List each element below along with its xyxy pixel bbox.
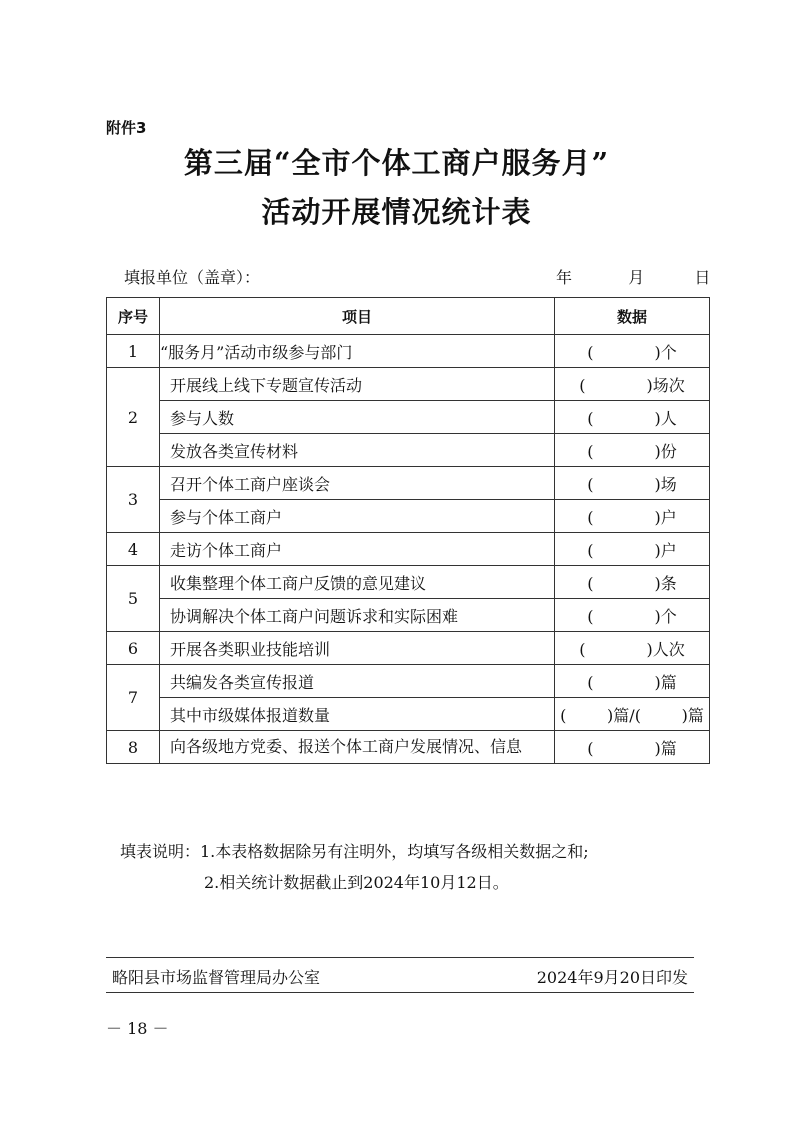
date-fields — [556, 265, 710, 288]
row-item: 开展各类职业技能培训 — [160, 632, 555, 665]
table-row — [107, 731, 710, 764]
row-item: 协调解决个体工商户问题诉求和实际困难 — [160, 599, 555, 632]
table-row — [107, 335, 710, 368]
table-row — [107, 500, 710, 533]
header-item: 项目 — [160, 298, 555, 335]
row-no: 5 — [107, 566, 160, 632]
year-label: 年 — [556, 268, 573, 287]
row-data: ( )份 — [555, 434, 710, 467]
row-data: ( )人 — [555, 401, 710, 434]
row-item: 共编发各类宣传报道 — [160, 665, 555, 698]
row-data: ( )户 — [555, 500, 710, 533]
title-line-1: 第三届“全市个体工商户服务月” — [183, 146, 610, 180]
table-row — [107, 368, 710, 401]
row-no: 4 — [107, 533, 160, 566]
row-no: 6 — [107, 632, 160, 665]
row-item: 收集整理个体工商户反馈的意见建议 — [160, 566, 555, 599]
note-line-1: 填表说明：1.本表格数据除另有注明外，均填写各级相关数据之和; — [120, 842, 589, 861]
day-label: 日 — [694, 268, 711, 287]
row-no: 1 — [107, 335, 160, 368]
fill-unit-label: 填报单位（盖章）： — [124, 268, 261, 287]
row-data: ( )个 — [555, 335, 710, 368]
table-row — [107, 467, 710, 500]
row-item: 向各级地方党委、报送个体工商户发展情况、信息 — [160, 731, 555, 764]
table-row — [107, 698, 710, 731]
row-no: 3 — [107, 467, 160, 533]
table-row — [107, 401, 710, 434]
page-number: － 18 － — [106, 1019, 169, 1038]
row-data: ( )条 — [555, 566, 710, 599]
row-data: ( )人次 — [555, 632, 710, 665]
attachment-label: 附件3 — [106, 119, 147, 137]
row-no: 8 — [107, 731, 160, 764]
table-row — [107, 566, 710, 599]
row-no: 2 — [107, 368, 160, 467]
row-data: ( )户 — [555, 533, 710, 566]
footer-org: 略阳县市场监督管理局办公室 — [112, 968, 321, 987]
row-item: 开展线上线下专题宣传活动 — [160, 368, 555, 401]
row-data: ( )场 — [555, 467, 710, 500]
row-item: “服务月”活动市级参与部门 — [160, 335, 555, 368]
table-header-row — [107, 298, 710, 335]
row-no: 7 — [107, 665, 160, 731]
row-data: ( )篇 — [555, 665, 710, 698]
row-data: ( )篇 — [555, 731, 710, 764]
header-no: 序号 — [107, 298, 160, 335]
table-row — [107, 632, 710, 665]
row-data: ( )场次 — [555, 368, 710, 401]
note-line-2: 2.相关统计数据截止到2024年10月12日。 — [204, 873, 509, 892]
row-item: 召开个体工商户座谈会 — [160, 467, 555, 500]
table-row — [107, 533, 710, 566]
row-item: 发放各类宣传材料 — [160, 434, 555, 467]
row-item: 其中市级媒体报道数量 — [160, 698, 555, 731]
footer-date: 2024年9月20日印发 — [536, 968, 688, 987]
header-data: 数据 — [555, 298, 710, 335]
table-row — [107, 665, 710, 698]
notes — [120, 836, 589, 898]
row-data: ( )篇/( )篇 — [555, 698, 710, 731]
statistics-table — [106, 297, 710, 764]
table-row — [107, 434, 710, 467]
footer-bar — [106, 957, 694, 993]
row-item: 走访个体工商户 — [160, 533, 555, 566]
row-data: ( )个 — [555, 599, 710, 632]
table-row — [107, 599, 710, 632]
row-item: 参与个体工商户 — [160, 500, 555, 533]
month-label: 月 — [628, 268, 645, 287]
row-item: 参与人数 — [160, 401, 555, 434]
title-line-2: 活动开展情况统计表 — [261, 195, 532, 229]
